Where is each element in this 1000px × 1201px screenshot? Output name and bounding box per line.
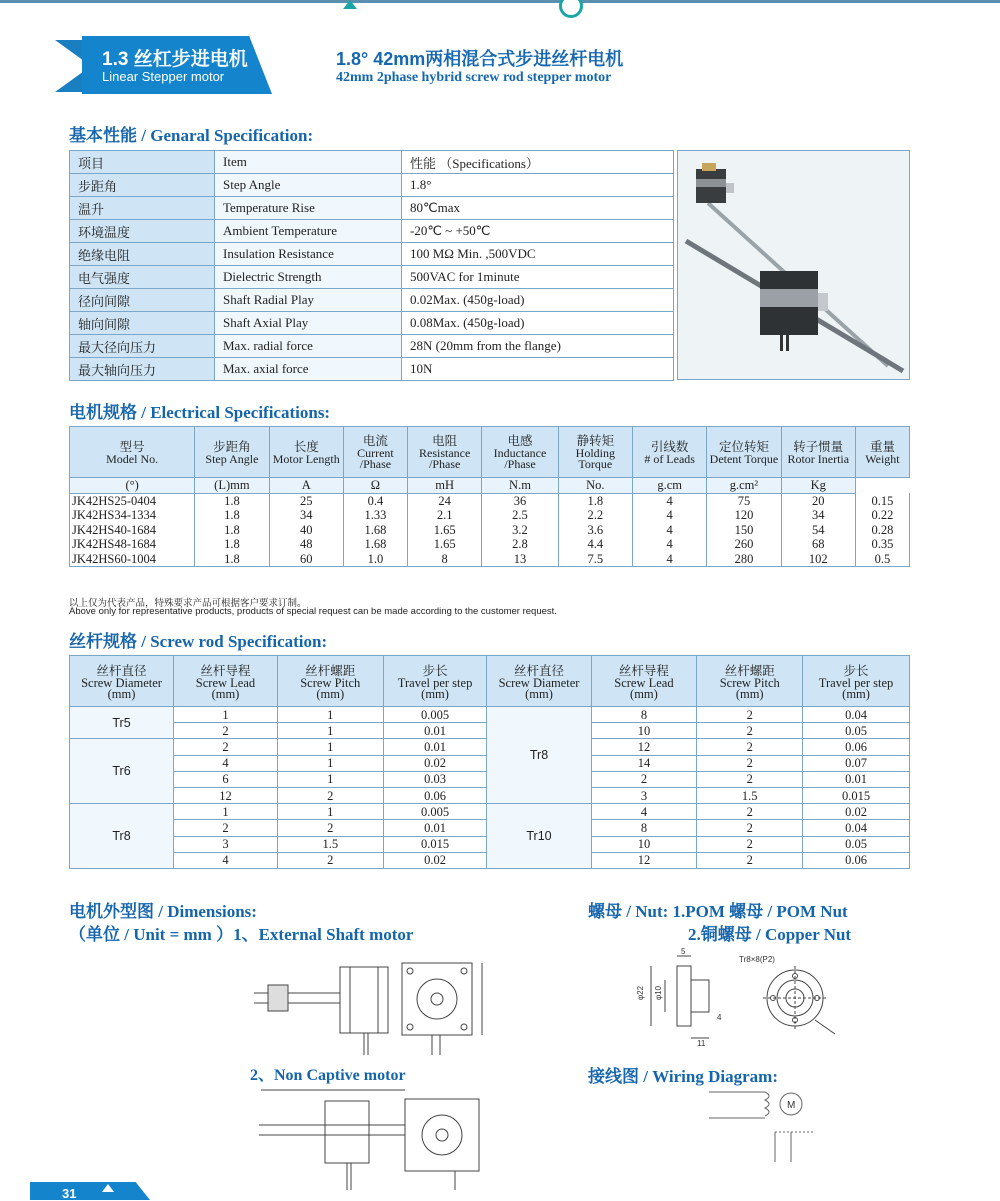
screw-cell: 1 <box>277 739 383 755</box>
electrical-col-header <box>482 427 558 478</box>
electrical-cell: 120 <box>707 508 781 523</box>
screw-cell: 0.04 <box>803 707 910 723</box>
screw-col-header <box>383 656 487 707</box>
external-shaft-drawing <box>250 945 490 1060</box>
screw-cell: 1 <box>277 804 383 820</box>
svg-text:φ22: φ22 <box>636 985 645 1000</box>
screw-diameter-group: Tr8 <box>487 707 591 804</box>
screw-cell: 1.5 <box>697 787 803 803</box>
unit-cell: (L)mm <box>195 478 269 494</box>
wiring-diagram <box>695 1082 815 1192</box>
general-spec-row <box>70 335 674 358</box>
col-header-cn: 丝杆直径 <box>96 663 147 678</box>
screw-cell: 4 <box>591 804 697 820</box>
page-tab-triangle <box>102 1184 114 1192</box>
spec-value: 500VAC for 1minute <box>402 266 674 289</box>
unit-cell: No. <box>558 478 632 494</box>
screw-col-header <box>70 656 174 707</box>
electrical-cell: 0.28 <box>855 523 909 538</box>
electrical-col-header <box>195 427 269 478</box>
top-triangle-marker <box>343 0 357 9</box>
spec-label-cn: 最大径向压力 <box>70 335 215 358</box>
electrical-spec-heading: 电机规格 / Electrical Specifications: <box>69 403 331 422</box>
col-header-cn: 长度 <box>293 439 319 454</box>
screw-cell: 0.06 <box>803 852 910 868</box>
spec-label-cn: 绝缘电阻 <box>70 243 215 266</box>
screw-cell: 2 <box>697 820 803 836</box>
model-cell: JK42HS25-0404 <box>70 493 195 508</box>
electrical-row <box>70 537 910 552</box>
col-header-en: Travel per step <box>818 675 894 690</box>
col-header-en: Screw Pitch <box>719 675 780 690</box>
electrical-cell: 60 <box>269 552 343 567</box>
screw-cell: 0.06 <box>383 787 487 803</box>
spec-label-en: Temperature Rise <box>215 197 402 220</box>
screw-col-header <box>697 656 803 707</box>
spec-value: -20℃ ~ +50℃ <box>402 220 674 243</box>
spec-label-en: Shaft Axial Play <box>215 312 402 335</box>
spec-label-cn: 温升 <box>70 197 215 220</box>
electrical-cell: 4 <box>632 508 706 523</box>
electrical-cell: 1.68 <box>343 537 407 552</box>
col-header-en: Current /Phase <box>357 446 394 471</box>
electrical-row <box>70 493 910 508</box>
electrical-cell: 0.15 <box>855 493 909 508</box>
col-header-unit: (mm) <box>211 686 240 701</box>
wiring-motor-label: M <box>787 1100 796 1111</box>
screw-cell: 2 <box>697 852 803 868</box>
col-header-cn: 引线数 <box>650 439 689 454</box>
electrical-cell: 0.4 <box>343 493 407 508</box>
general-spec-row <box>70 312 674 335</box>
product-title-cn: 1.8° 42mm两相混合式步进丝杆电机 <box>336 49 624 69</box>
electrical-cell: 1.8 <box>558 493 632 508</box>
screw-diameter-group: Tr5 <box>70 707 174 739</box>
model-cell: JK42HS34-1334 <box>70 508 195 523</box>
electrical-cell: 3.6 <box>558 523 632 538</box>
screw-cell: 3 <box>591 787 697 803</box>
col-header-unit: (mm) <box>525 686 553 701</box>
spec-label-cn: 项目 <box>70 151 215 174</box>
electrical-cell: 1.65 <box>408 537 482 552</box>
non-captive-heading: 2、Non Captive motor <box>250 1067 406 1084</box>
col-header-en: Holding Torque <box>575 446 615 471</box>
general-spec-row <box>70 151 674 174</box>
nut-thread-label: Tr8×8(P2) <box>739 955 775 964</box>
electrical-cell: 1.8 <box>195 523 269 538</box>
product-title-en: 42mm 2phase hybrid screw rod stepper motor <box>336 70 612 85</box>
electrical-col-header <box>343 427 407 478</box>
screw-row <box>70 804 910 820</box>
electrical-cell: 8 <box>408 552 482 567</box>
spec-label-cn: 环境温度 <box>70 220 215 243</box>
col-header-cn: 电阻 <box>432 434 458 448</box>
electrical-cell: 2.8 <box>482 537 558 552</box>
screw-cell: 0.02 <box>383 755 487 771</box>
col-header-unit: (mm) <box>735 686 764 701</box>
col-header-en: Detent Torque <box>709 451 779 466</box>
top-circle-marker <box>559 0 583 18</box>
screw-cell: 8 <box>591 707 697 723</box>
unit-cell: g.cm² <box>707 478 781 494</box>
electrical-cell: 1.33 <box>343 508 407 523</box>
motor-photo <box>677 150 910 380</box>
general-spec-row <box>70 220 674 243</box>
screw-cell: 0.01 <box>383 820 487 836</box>
screw-cell: 0.04 <box>803 820 910 836</box>
col-header-cn: 丝杆导程 <box>618 663 669 678</box>
electrical-cell: 150 <box>707 523 781 538</box>
screw-cell: 2 <box>277 787 383 803</box>
screw-cell: 2 <box>174 739 278 755</box>
note-cn: 以上仅为代表产品，特殊要求产品可根据客户要求订制。 <box>69 598 307 609</box>
electrical-col-header <box>558 427 632 478</box>
spec-label-en: Max. axial force <box>215 358 402 381</box>
col-header-unit: (mm) <box>316 686 345 701</box>
electrical-cell: 54 <box>781 523 855 538</box>
electrical-row <box>70 508 910 523</box>
screw-cell: 1.5 <box>277 836 383 852</box>
screw-cell: 8 <box>591 820 697 836</box>
screw-cell: 2 <box>591 771 697 787</box>
svg-text:4: 4 <box>717 1013 722 1022</box>
electrical-cell: 1.8 <box>195 537 269 552</box>
screw-cell: 2 <box>277 852 383 868</box>
screw-cell: 1 <box>277 771 383 787</box>
screw-cell: 0.07 <box>803 755 910 771</box>
screw-cell: 2 <box>697 739 803 755</box>
screw-col-header <box>591 656 697 707</box>
electrical-cell: 280 <box>707 552 781 567</box>
electrical-cell: 75 <box>707 493 781 508</box>
screw-cell: 12 <box>591 852 697 868</box>
screw-cell: 1 <box>277 755 383 771</box>
electrical-cell: 48 <box>269 537 343 552</box>
electrical-cell: 1.8 <box>195 493 269 508</box>
non-captive-drawing <box>255 1085 495 1195</box>
screw-cell: 1 <box>174 707 278 723</box>
screw-spec-heading: 丝杆规格 / Screw rod Specification: <box>69 632 328 651</box>
screw-cell: 12 <box>174 787 278 803</box>
electrical-cell: 0.22 <box>855 508 909 523</box>
col-header-en: Screw Diameter <box>81 675 162 690</box>
screw-cell: 2 <box>277 820 383 836</box>
screw-cell: 0.01 <box>383 739 487 755</box>
page-number-tab <box>30 1182 150 1200</box>
electrical-col-header <box>632 427 706 478</box>
screw-cell: 0.015 <box>383 836 487 852</box>
wiring-heading: 接线图 / Wiring Diagram: <box>588 1067 778 1086</box>
unit-cell: A <box>269 478 343 494</box>
col-header-cn: 型号 <box>119 439 145 454</box>
col-header-cn: 定位转矩 <box>718 439 769 454</box>
col-header-cn: 丝杆螺距 <box>305 663 356 678</box>
spec-label-cn: 步距角 <box>70 174 215 197</box>
col-header-en: Travel per step <box>397 675 473 690</box>
screw-cell: 14 <box>591 755 697 771</box>
unit-cell: N.m <box>482 478 558 494</box>
spec-label-en: Ambient Temperature <box>215 220 402 243</box>
screw-diameter-group: Tr6 <box>70 739 174 804</box>
col-header-cn: 步长 <box>422 663 448 678</box>
col-header-en: Weight <box>865 451 900 466</box>
col-header-en: # of Leads <box>644 451 695 466</box>
col-header-unit: (mm) <box>630 686 658 701</box>
screw-diameter-group: Tr8 <box>70 804 174 869</box>
electrical-cell: 0.35 <box>855 537 909 552</box>
screw-cell: 2 <box>697 755 803 771</box>
electrical-spec-table <box>69 426 910 567</box>
col-header-en: Screw Diameter <box>498 675 580 690</box>
electrical-cell: 4 <box>632 523 706 538</box>
unit-cell: Ω <box>343 478 407 494</box>
unit-cell: (°) <box>70 478 195 494</box>
electrical-cell: 4 <box>632 537 706 552</box>
copper-nut-heading: 2.铜螺母 / Copper Nut <box>688 925 852 944</box>
spec-label-en: Max. radial force <box>215 335 402 358</box>
general-spec-heading: 基本性能 / Genaral Specification: <box>69 126 314 145</box>
general-spec-row <box>70 174 674 197</box>
screw-cell: 0.01 <box>803 771 910 787</box>
col-header-cn: 丝杆直径 <box>514 663 565 678</box>
col-header-cn: 丝杆导程 <box>200 663 251 678</box>
electrical-col-header <box>707 427 781 478</box>
electrical-cell: 34 <box>781 508 855 523</box>
electrical-row <box>70 552 910 567</box>
electrical-cell: 24 <box>408 493 482 508</box>
screw-cell: 2 <box>174 820 278 836</box>
col-header-cn: 丝杆螺距 <box>724 663 775 678</box>
screw-spec-table <box>69 655 910 869</box>
screw-col-header <box>803 656 910 707</box>
general-spec-row <box>70 266 674 289</box>
screw-cell: 2 <box>697 836 803 852</box>
electrical-cell: 4.4 <box>558 537 632 552</box>
col-header-en: Resistance /Phase <box>418 446 471 471</box>
screw-cell: 2 <box>697 804 803 820</box>
units-row <box>70 478 910 494</box>
electrical-cell: 68 <box>781 537 855 552</box>
col-header-cn: 转子惯量 <box>793 439 844 454</box>
spec-label-en: Insulation Resistance <box>215 243 402 266</box>
spec-value: 1.8° <box>402 174 674 197</box>
screw-diameter-group: Tr10 <box>487 804 591 869</box>
col-header-unit: (mm) <box>842 686 870 701</box>
screw-row <box>70 707 910 723</box>
model-cell: JK42HS40-1684 <box>70 523 195 538</box>
svg-text:5: 5 <box>681 948 686 956</box>
screw-cell: 1 <box>277 707 383 723</box>
screw-cell: 2 <box>174 723 278 739</box>
screw-cell: 0.01 <box>383 723 487 739</box>
screw-cell: 0.015 <box>803 787 910 803</box>
screw-cell: 0.05 <box>803 836 910 852</box>
dimensions-unit-line: （单位 / Unit = mm ）1、External Shaft motor <box>69 925 414 944</box>
unit-cell: mH <box>408 478 482 494</box>
screw-col-header <box>487 656 591 707</box>
electrical-cell: 1.8 <box>195 552 269 567</box>
col-header-unit: (mm) <box>421 686 449 701</box>
general-spec-row <box>70 358 674 381</box>
spec-value: 性能 （Specifications） <box>402 151 674 174</box>
col-header-cn: 电流 <box>362 434 388 448</box>
screw-cell: 1 <box>174 804 278 820</box>
screw-cell: 4 <box>174 852 278 868</box>
col-header-en: Inductance /Phase <box>493 446 547 471</box>
spec-label-en: Item <box>215 151 402 174</box>
electrical-cell: 3.2 <box>482 523 558 538</box>
spec-value: 0.02Max. (450g-load) <box>402 289 674 312</box>
page-number: 31 <box>62 1186 77 1201</box>
screw-cell: 0.02 <box>383 852 487 868</box>
screw-cell: 2 <box>697 771 803 787</box>
electrical-cell: 260 <box>707 537 781 552</box>
spec-label-cn: 径向间隙 <box>70 289 215 312</box>
screw-cell: 4 <box>174 755 278 771</box>
electrical-cell: 1.0 <box>343 552 407 567</box>
spec-label-cn: 最大轴向压力 <box>70 358 215 381</box>
spec-label-en: Step Angle <box>215 174 402 197</box>
top-rule <box>0 0 1000 3</box>
electrical-cell: 1.68 <box>343 523 407 538</box>
nut-heading: 螺母 / Nut: 1.POM 螺母 / POM Nut <box>588 902 848 921</box>
electrical-cell: 7.5 <box>558 552 632 567</box>
copper-nut-drawing <box>735 950 845 1040</box>
col-header-unit: (mm) <box>107 686 136 701</box>
electrical-col-header <box>408 427 482 478</box>
electrical-cell: 4 <box>632 552 706 567</box>
screw-col-header <box>174 656 278 707</box>
electrical-cell: 34 <box>269 508 343 523</box>
unit-cell: Kg <box>781 478 855 494</box>
electrical-cell: 2.5 <box>482 508 558 523</box>
section-title-en: Linear Stepper motor <box>102 69 225 84</box>
col-header-cn: 静转矩 <box>576 434 615 448</box>
screw-cell: 6 <box>174 771 278 787</box>
electrical-cell: 25 <box>269 493 343 508</box>
electrical-cell: 4 <box>632 493 706 508</box>
electrical-col-header <box>70 427 195 478</box>
electrical-cell: 102 <box>781 552 855 567</box>
spec-label-en: Shaft Radial Play <box>215 289 402 312</box>
unit-cell: g.cm <box>632 478 706 494</box>
spec-label-en: Dielectric Strength <box>215 266 402 289</box>
screw-cell: 10 <box>591 723 697 739</box>
screw-cell: 0.06 <box>803 739 910 755</box>
col-header-cn: 重量 <box>869 439 895 454</box>
svg-text:11: 11 <box>697 1039 706 1048</box>
electrical-col-header <box>781 427 855 478</box>
spec-value: 80℃max <box>402 197 674 220</box>
screw-cell: 12 <box>591 739 697 755</box>
note-en: Above only for representative products, products of special request can be made according to the customer request. <box>69 606 557 617</box>
electrical-cell: 36 <box>482 493 558 508</box>
screw-col-header <box>277 656 383 707</box>
electrical-cell: 2.2 <box>558 508 632 523</box>
col-header-en: Model No. <box>106 451 159 466</box>
screw-cell: 0.005 <box>383 707 487 723</box>
spec-value: 100 MΩ Min. ,500VDC <box>402 243 674 266</box>
col-header-en: Rotor Inertia <box>787 451 850 466</box>
screw-cell: 0.03 <box>383 771 487 787</box>
electrical-cell: 2.1 <box>408 508 482 523</box>
screw-cell: 2 <box>697 707 803 723</box>
screw-cell: 3 <box>174 836 278 852</box>
screw-cell: 0.02 <box>803 804 910 820</box>
spec-value: 28N (20mm from the flange) <box>402 335 674 358</box>
electrical-cell: 1.8 <box>195 508 269 523</box>
col-header-en: Screw Pitch <box>300 675 361 690</box>
dimensions-heading: 电机外型图 / Dimensions: <box>69 902 257 921</box>
col-header-en: Motor Length <box>272 451 340 466</box>
col-header-cn: 步长 <box>843 663 869 678</box>
general-spec-row <box>70 289 674 312</box>
electrical-row <box>70 523 910 538</box>
col-header-cn: 步距角 <box>213 439 251 454</box>
general-spec-row <box>70 197 674 220</box>
general-spec-table <box>69 150 674 381</box>
svg-text:φ10: φ10 <box>654 985 663 1000</box>
electrical-col-header <box>269 427 343 478</box>
col-header-en: Screw Lead <box>614 675 674 690</box>
screw-cell: 0.05 <box>803 723 910 739</box>
col-header-en: Screw Lead <box>195 675 256 690</box>
electrical-cell: 13 <box>482 552 558 567</box>
screw-cell: 10 <box>591 836 697 852</box>
model-cell: JK42HS60-1004 <box>70 552 195 567</box>
screw-cell: 0.005 <box>383 804 487 820</box>
electrical-col-header <box>855 427 909 478</box>
electrical-cell: 1.65 <box>408 523 482 538</box>
screw-cell: 1 <box>277 723 383 739</box>
electrical-cell: 40 <box>269 523 343 538</box>
screw-cell: 2 <box>697 723 803 739</box>
spec-label-cn: 轴向间隙 <box>70 312 215 335</box>
general-spec-row <box>70 243 674 266</box>
spec-label-cn: 电气强度 <box>70 266 215 289</box>
col-header-en: Step Angle <box>205 451 259 466</box>
electrical-cell: 0.5 <box>855 552 909 567</box>
spec-value: 10N <box>402 358 674 381</box>
section-title-cn: 1.3 丝杠步进电机 <box>102 49 248 70</box>
electrical-cell: 20 <box>781 493 855 508</box>
col-header-cn: 电感 <box>507 434 533 448</box>
spec-value: 0.08Max. (450g-load) <box>402 312 674 335</box>
model-cell: JK42HS48-1684 <box>70 537 195 552</box>
